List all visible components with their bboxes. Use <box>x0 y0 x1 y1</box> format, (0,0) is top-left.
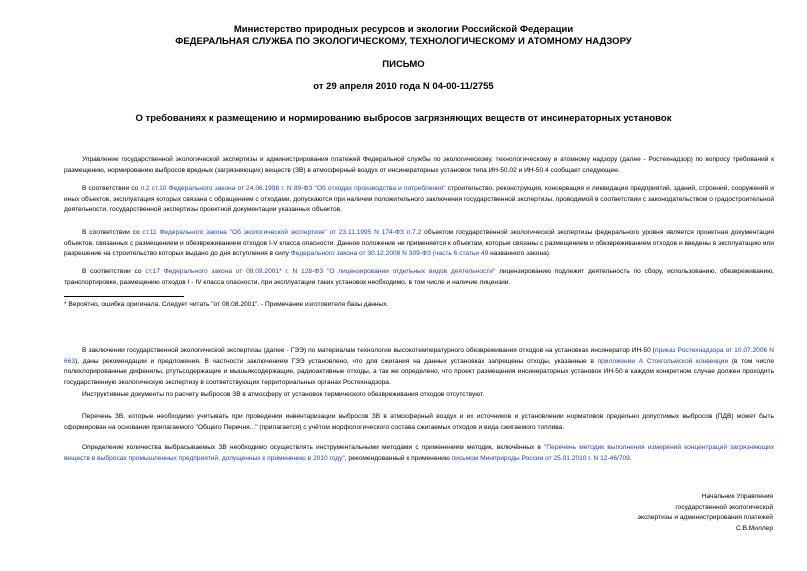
paragraph-waste-law <box>64 184 774 216</box>
law-174-fz-link[interactable]: ст.11 Федерального закона "Об экологической экспертизе" от 23.11.1995 N 174-ФЗ п.7.2 <box>142 229 422 236</box>
methods-list-link[interactable]: "Перечень методик выполнения измерений концентраций загрязняющих веществ в выбросах промышленных предприятий, допущенных к применению в 2010 году" <box>64 444 774 462</box>
paragraph-text: В соответствии со <box>82 268 146 275</box>
doc-date-number: от 29 апреля 2010 года N 04-00-11/2755 <box>313 81 494 92</box>
minprirody-letter-link[interactable]: письмом Минприроды России от 25.01.2010 г. N 12-46/709 <box>451 454 630 462</box>
paragraph-text: ), даны рекомендации и предложения. В частности заключением ГЭЭ установлено, что для сжигания на данных установках запрещены отходы, указанные в <box>75 357 598 365</box>
stockholm-convention-link[interactable]: приложении А Стокгольмской конвенции <box>597 357 729 365</box>
law-89-fz-link[interactable]: п.2 ст.10 Федерального закона от 24.06.1998 г. N 89-ФЗ "Об отходах производства и потребления" <box>140 185 446 192</box>
paragraph-text: В соответствии со <box>82 185 141 192</box>
paragraph-instructions: Инструктивные документы по расчету выбросов ЗВ в атмосферу от установок термического обезвреживания отходов отсутствуют. <box>82 391 485 398</box>
signature-position-3: экспертизы и администрирования платежей <box>637 514 773 521</box>
ministry-title: Министерство природных ресурсов и экологии Российской Федерации <box>233 24 574 35</box>
paragraph-pollutant-list: Перечень ЗВ, которые необходимо учитывать при проведении инвентаризации выбросов ЗВ в атмосферный воздух и их источников и установлении нормативов предельно допустимых выбросов (ПДВ) может быть сформирован на основании прилагаемого "Общего Перечня..." (прилагается) с учётом морфологического состава сжигаемых отходов и вида сжигаемого топлива. <box>64 413 774 431</box>
paragraph-gee-conclusion <box>64 346 774 388</box>
paragraph-text: , рекомендованный к применению <box>344 454 452 462</box>
signature-block <box>638 492 773 534</box>
law-128-fz-link[interactable]: ст.17 Федерального закона от 08.09.2001* г. N 128-ФЗ "О лицензировании отдельных видов деятельности" <box>145 268 496 275</box>
order-663-link[interactable]: приказ Ростехнадзора от 10.07.2006 N 663 <box>64 347 774 365</box>
signature-position-2: государственной экологической <box>675 503 773 511</box>
paragraph-text: объектом государственной экологической экспертизы федерального уровня является проектная документация объектов, связанных с размещением и обезвреживанием отходов I-V класса опасности. Данное положение не применяется к объектам, которые связаны с размещением и обезвреживанием отходов и введены в эксплуатацию или разрешение на строительство которых выдано до дня вступления в силу <box>64 229 775 257</box>
paragraph-text: . <box>629 454 632 462</box>
doc-type: ПИСЬМО <box>382 59 425 70</box>
doc-subject: О требованиях к размещению и нормированию выбросов загрязняющих веществ от инсинераторных установок <box>135 113 672 124</box>
paragraph-text: (в том числе полихлорированные дифенилы, ртутьсодержащие и мышьяксодержащие, радиоактивные отходы, а так же определено, что проект размещения инсинераторных установок ИН-50 в каждом конкретном случае должен проходить государственную экологическую экспертизу в соответствующих территориальных органах Ростехнадзора. <box>64 357 774 386</box>
paragraph-text: названного закона). <box>488 250 551 257</box>
paragraph-text: В соответствии со <box>82 229 143 236</box>
paragraph-text: В заключении государственной экологической экспертизы (далее - ГЭЭ) по материалам технологии высокотемпературного обезвреживания отходов на установках инсинератор ИН-50 ( <box>82 347 655 354</box>
service-title: ФЕДЕРАЛЬНАЯ СЛУЖБА ПО ЭКОЛОГИЧЕСКОМУ, ТЕХНОЛОГИЧЕСКОМУ И АТОМНОМУ НАДЗОРУ <box>175 36 632 47</box>
footnote: * Вероятно, ошибка оригинала. Следует читать "от 08.08.2001". - Примечание изготовителя базы данных. <box>64 301 389 308</box>
paragraph-licensing <box>64 267 774 288</box>
paragraph-eco-expertise <box>64 228 774 260</box>
signature-position: Начальник Управления <box>701 493 773 500</box>
signature-name: С.В.Миллер <box>735 524 773 532</box>
paragraph-intro: Управление государственной экологической экспертизы и администрирования платежей Федеральной службы по экологическому, технологическому и атомному надзору (далее - Ростехнадзор) по вопросу требований к размещению, нормированию выбросов вредных (загрязняющих) веществ (ЗВ) в атмосферный воздух от инсинераторных установок типа ИН-50.02 и ИН-50.4 сообщает следующее. <box>64 156 774 174</box>
law-309-fz-link[interactable]: Федерального закона от 30.12.2008 N 309-ФЗ (часть 6 статьи 49 <box>290 250 489 257</box>
paragraph-methods <box>64 443 774 464</box>
footnote-divider <box>64 296 184 297</box>
paragraph-text: лицензированию подлежит деятельность по сбору, использованию, обезвреживанию, транспортировке, размещению отходов I - IV класса опасности, при эксплуатации таких установок необходимо, в том числе и наличие лицензии. <box>64 268 774 286</box>
paragraph-text: Определение количества выбрасываемых ЗВ необходимо осуществлять инструментальными методами с применением методик, включённых в <box>82 444 545 451</box>
paragraph-text: строительство, реконструкция, консервация и ликвидация предприятий, зданий, строений, сооружений и иных объектов, эксплуатация которых связана с обращением с отходами, допускаются при наличии положительного заключения государственной экспертизы, проводимой в соответствии с законодательством о градостроительной деятельности, государственной экспертизы проектной документации указанных объектов. <box>64 185 774 213</box>
